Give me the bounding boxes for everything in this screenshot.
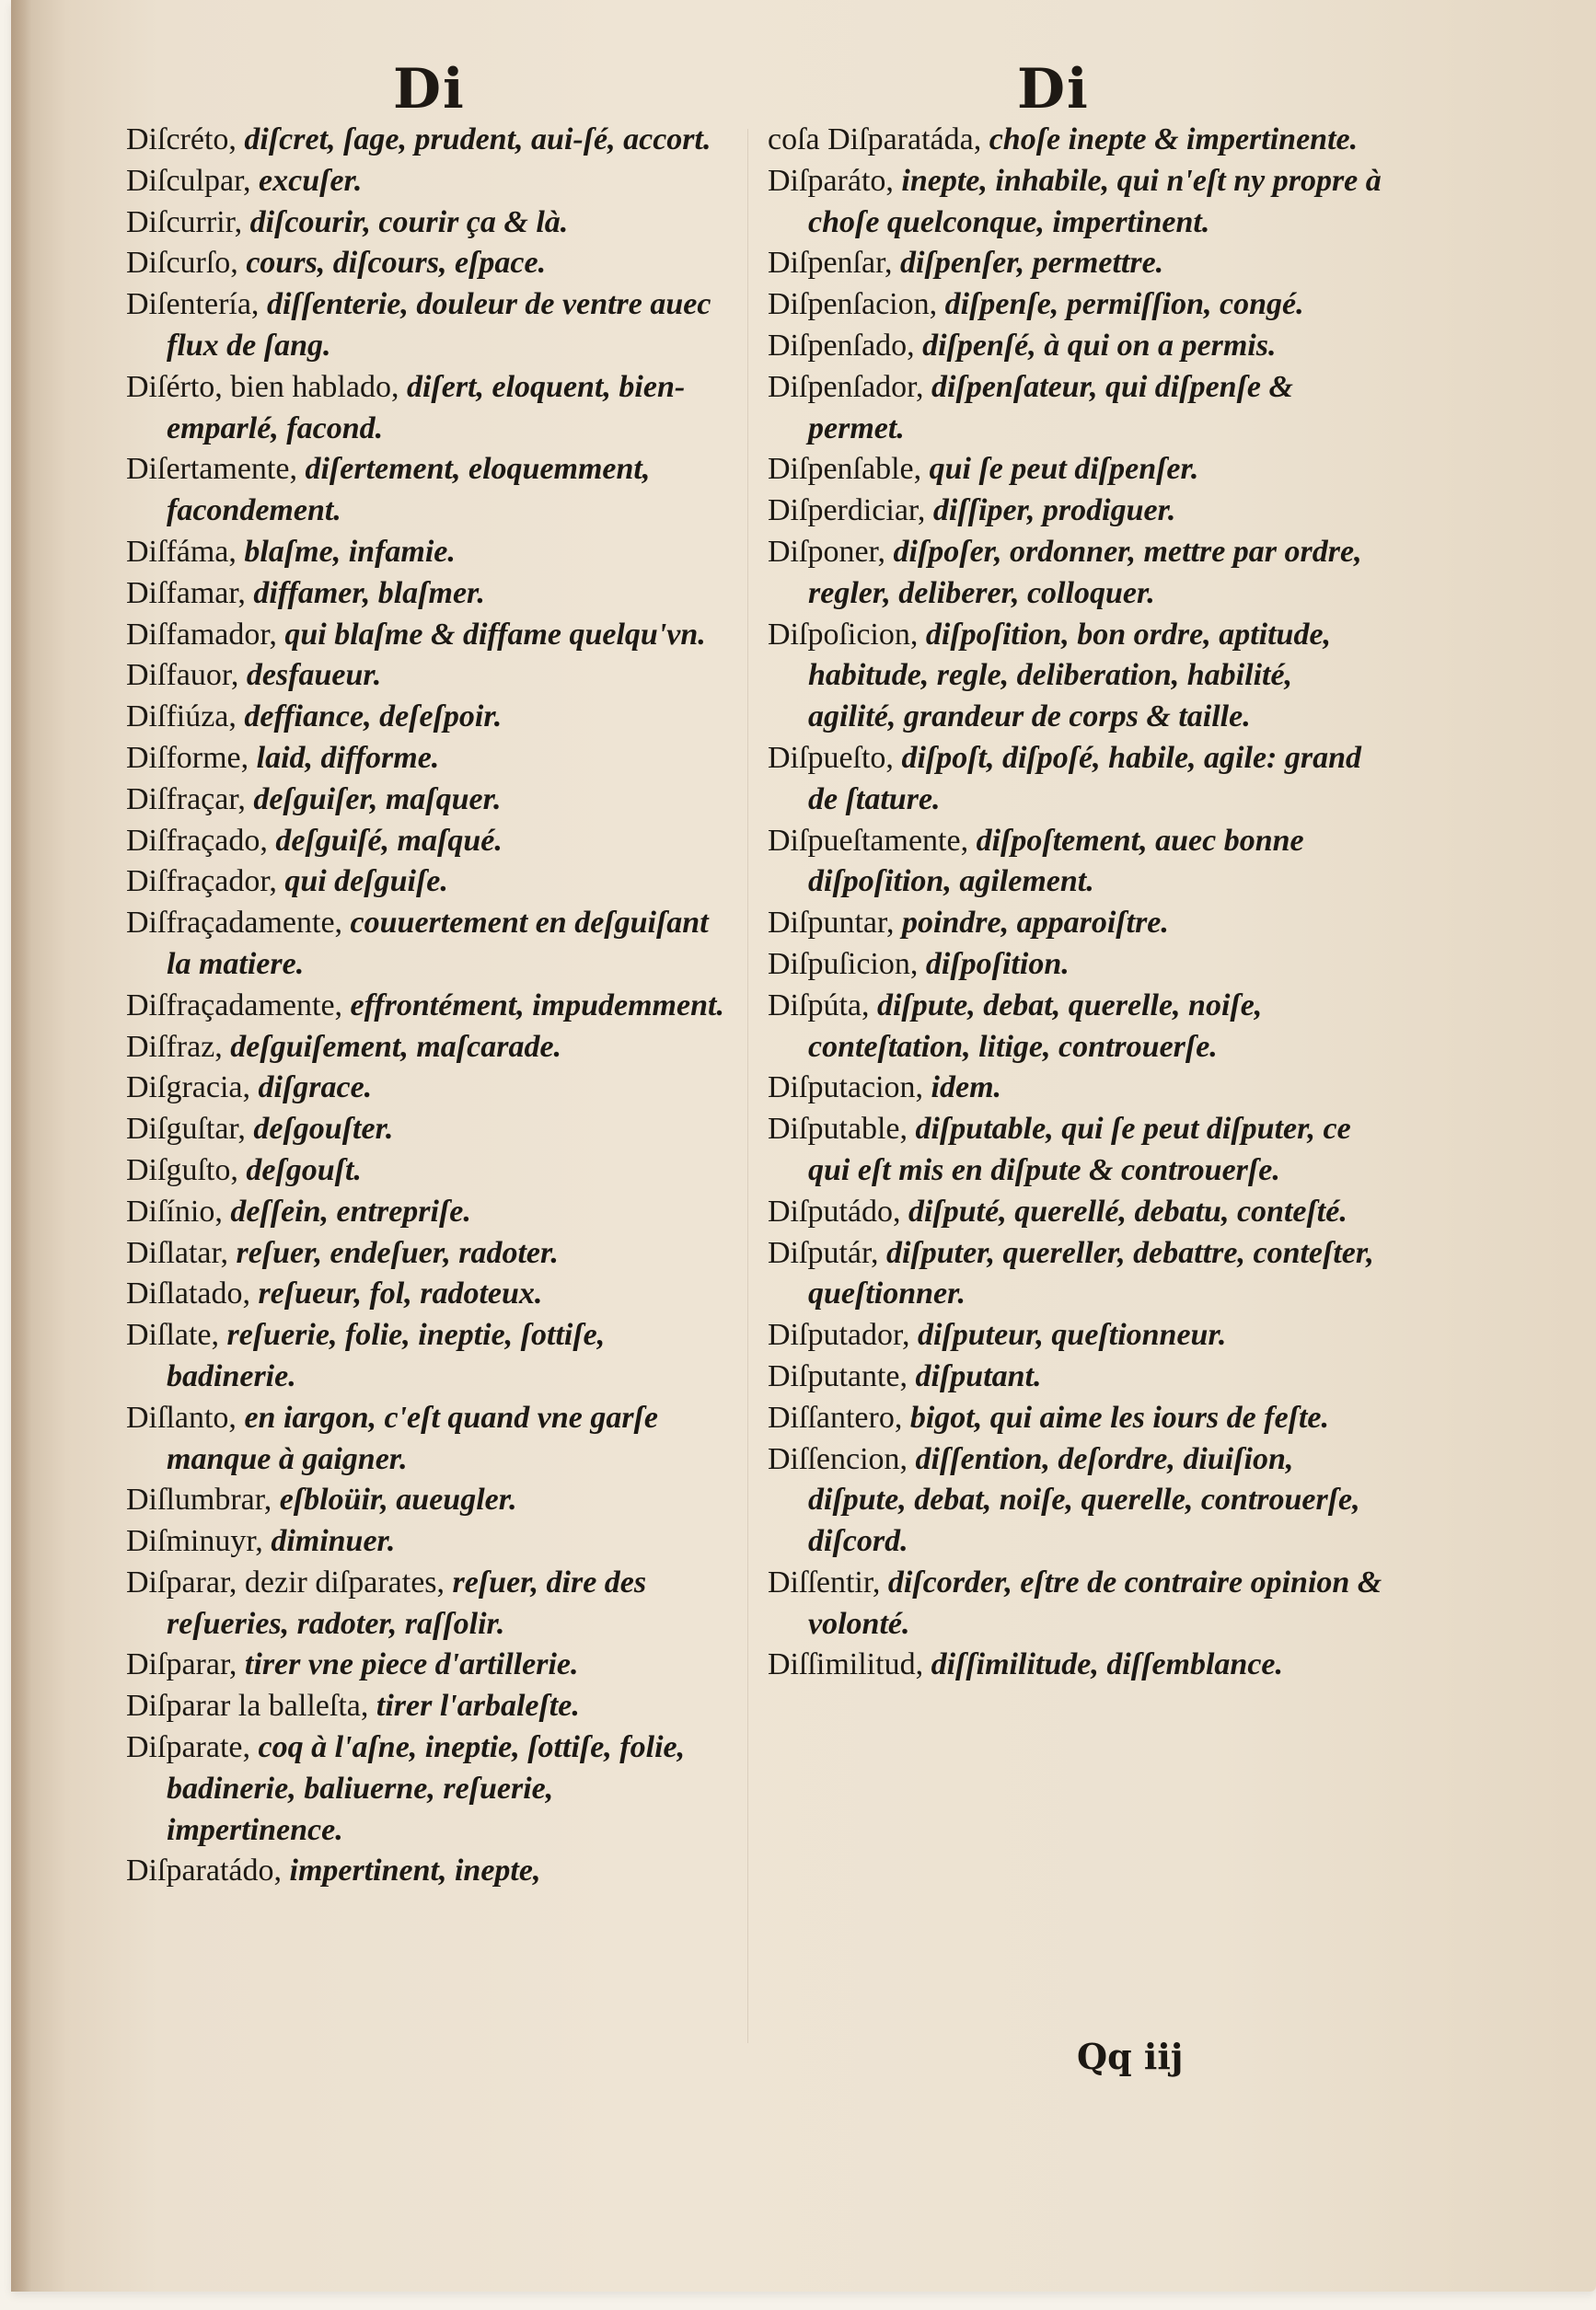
dictionary-entry [126, 1480, 734, 1521]
entry-definition: coq à l'aſne, ineptie, ſottiſe, folie, badinerie, baliuerne, reſuerie, impertinence. [167, 1730, 686, 1847]
dictionary-entry [126, 697, 734, 738]
entry-headword: Diſcurſo, [126, 246, 247, 281]
dictionary-entry [768, 1439, 1384, 1563]
entry-definition: diſcorder, eſtre de contraire opinion & volonté. [808, 1565, 1382, 1641]
entry-headword: Diſputante, [768, 1358, 916, 1393]
dictionary-entry [768, 821, 1384, 904]
entry-definition: couuertement en deſguiſant la matiere. [167, 906, 709, 981]
entry-headword: Diſfraçadamente, [126, 988, 351, 1022]
dictionary-entry [126, 1068, 734, 1109]
entry-definition: deffiance, deſeſpoir. [244, 699, 503, 734]
entry-definition: diſpenſer, permettre. [900, 246, 1164, 281]
dictionary-entry [768, 161, 1384, 244]
entry-definition: diſpoſition. [925, 946, 1070, 981]
dictionary-entry [126, 532, 734, 573]
entry-headword: Diſfamar, [126, 575, 254, 610]
entry-headword: Diſparar, [126, 1647, 245, 1682]
entry-headword: Diſfraçar, [126, 781, 254, 816]
dictionary-entry [768, 1109, 1384, 1192]
entry-definition: diſputé, querellé, debatu, conteſté. [908, 1194, 1347, 1229]
entry-definition: diſgrace. [258, 1070, 373, 1105]
entry-headword: Diſpenſado, [768, 328, 923, 363]
entry-definition: diſcret, ſage, prudent, aui-ſé, accort. [244, 122, 711, 156]
signature-mark: Qq iij [1077, 2036, 1184, 2077]
entry-definition: diſputant. [915, 1358, 1042, 1393]
dictionary-entry [126, 120, 734, 161]
entry-headword: Diſpueſto, [768, 740, 902, 775]
dictionary-entry [126, 161, 734, 202]
dictionary-entry [768, 1315, 1384, 1357]
dictionary-entry [126, 1150, 734, 1192]
entry-definition: impertinent, inepte, [289, 1854, 541, 1888]
dictionary-entry [126, 367, 734, 450]
entry-headword: Diſputádo, [768, 1194, 908, 1229]
entry-definition: reſuer, dire des reſueries, radoter, raſſolir. [167, 1565, 647, 1641]
dictionary-entry [126, 861, 734, 903]
entry-headword: Diſínio, [126, 1194, 231, 1229]
dictionary-entry [768, 243, 1384, 284]
entry-headword: Diſlatado, [126, 1276, 259, 1311]
dictionary-entry [126, 1851, 734, 1892]
right-column [768, 120, 1384, 1686]
column-gutter [747, 129, 748, 2043]
entry-headword: Diſparatádo, [126, 1854, 290, 1888]
dictionary-entry [126, 615, 734, 656]
entry-definition: diſpoſt, diſpoſé, habile, agile: grand de ſtature. [808, 740, 1361, 816]
entry-definition: effrontément, impudemment. [350, 988, 724, 1022]
entry-headword: Diſforme, [126, 740, 257, 775]
entry-definition: blaſme, infamie. [244, 534, 456, 569]
entry-definition: diſpoſtement, auec bonne diſpoſition, agilement. [808, 823, 1304, 899]
entry-definition: diſſiper, prodiguer. [932, 493, 1176, 528]
dictionary-entry [126, 1727, 734, 1851]
entry-headword: Diſfraz, [126, 1029, 231, 1064]
dictionary-entry [768, 1233, 1384, 1316]
dictionary-entry [126, 1027, 734, 1068]
dictionary-entry [768, 1068, 1384, 1109]
entry-headword: Diſfraçador, [126, 864, 285, 899]
entry-definition: reſuerie, folie, ineptie, ſottiſe, badinerie. [167, 1318, 606, 1393]
entry-headword: Diſguſto, [126, 1152, 247, 1187]
dictionary-entry [126, 243, 734, 284]
entry-headword: Diſpuſicion, [768, 946, 926, 981]
book-page [11, 0, 1596, 2292]
entry-definition: deſguiſer, maſquer. [253, 781, 502, 816]
entry-headword: Diſculpar, [126, 163, 260, 198]
dictionary-entry [768, 367, 1384, 450]
entry-headword: Diſminuyr, [126, 1524, 272, 1559]
entry-definition: eſbloüir, aueugler. [279, 1483, 517, 1518]
entry-headword: Diſparate, [126, 1730, 259, 1765]
entry-headword: Diſfáma, [126, 534, 245, 569]
entry-definition: diſpoſition, bon ordre, aptitude, habitude, regle, deliberation, habilité, agilité, grandeur de corps & taille. [808, 617, 1332, 734]
entry-headword: Diſcurrir, [126, 204, 250, 239]
entry-headword: Diſlumbrar, [126, 1483, 280, 1518]
dictionary-entry [126, 284, 734, 367]
entry-headword: Diſpenſar, [768, 246, 901, 281]
dictionary-entry [126, 655, 734, 697]
entry-definition: diſpenſe, permiſſion, congé. [944, 287, 1304, 322]
entry-definition: qui deſguiſe. [284, 864, 448, 899]
entry-definition: diminuer. [271, 1524, 396, 1559]
entry-definition: poindre, apparoiſtre. [901, 906, 1169, 941]
entry-headword: Diſputacion, [768, 1070, 931, 1105]
dictionary-entry [768, 449, 1384, 491]
entry-headword: Diſpenſacion, [768, 287, 945, 322]
entry-definition: inepte, inhabile, qui n'eſt ny propre à choſe quelconque, impertinent. [808, 163, 1382, 239]
entry-definition: diſſimilitude, diſſemblance. [931, 1647, 1284, 1682]
entry-headword: Diſſimilitud, [768, 1647, 931, 1682]
entry-definition: diſſention, deſordre, diuiſion, diſpute, debat, noiſe, querelle, controuerſe, diſcord. [808, 1441, 1360, 1559]
entry-definition: diſpute, debat, querelle, noiſe, conteſtation, litige, controuerſe. [808, 988, 1263, 1064]
entry-headword: Diſfamador, [126, 617, 285, 652]
entry-headword: coſa Diſparatáda, [768, 122, 989, 156]
entry-definition: diffamer, blaſmer. [253, 575, 485, 610]
entry-headword: Diſſantero, [768, 1400, 910, 1435]
dictionary-entry [768, 944, 1384, 986]
dictionary-entry [126, 738, 734, 780]
dictionary-entry [126, 821, 734, 862]
dictionary-entry [126, 573, 734, 615]
entry-definition: reſuer, endeſuer, radoter. [236, 1235, 559, 1270]
dictionary-entry [768, 532, 1384, 615]
dictionary-entry [768, 1563, 1384, 1646]
entry-headword: Diſparar la balleſta, [126, 1689, 376, 1724]
entry-headword: Diſputár, [768, 1235, 886, 1270]
entry-headword: Diſpueſtamente, [768, 823, 977, 858]
dictionary-entry [126, 1315, 734, 1398]
entry-definition: deſguiſement, maſcarade. [230, 1029, 562, 1064]
dictionary-entry [126, 1686, 734, 1727]
dictionary-entry [126, 1233, 734, 1275]
dictionary-entry [126, 1109, 734, 1150]
entry-headword: Diſparáto, [768, 163, 902, 198]
entry-headword: Diſfauor, [126, 658, 247, 693]
left-column [126, 120, 734, 1892]
dictionary-entry [768, 903, 1384, 944]
entry-definition: diſſenterie, douleur de ventre auec flux de ſang. [167, 287, 711, 363]
entry-headword: Diſcréto, [126, 122, 245, 156]
entry-definition: desfaueur. [246, 658, 382, 693]
dictionary-entry [126, 1645, 734, 1686]
entry-definition: qui blaſme & diffame quelqu'vn. [284, 617, 706, 652]
entry-definition: diſcourir, courir ça & là. [249, 204, 569, 239]
entry-definition: bigot, qui aime les iours de feſte. [909, 1400, 1330, 1435]
entry-headword: Diſpenſador, [768, 369, 932, 404]
entry-headword: Diſertamente, [126, 452, 306, 487]
entry-headword: Diſfraçadamente, [126, 906, 351, 941]
dictionary-entry [126, 1563, 734, 1646]
entry-headword: Diſguſtar, [126, 1112, 254, 1147]
entry-definition: tirer l'arbaleſte. [376, 1689, 580, 1724]
entry-definition: choſe inepte & impertinente. [989, 122, 1359, 156]
entry-headword: Diſérto, bien hablado, [126, 369, 407, 404]
entry-headword: Diſfiúza, [126, 699, 245, 734]
dictionary-entry [126, 202, 734, 244]
entry-definition: diſputer, quereller, debattre, conteſter, queſtionner. [808, 1235, 1374, 1311]
entry-headword: Diſpenſable, [768, 452, 930, 487]
entry-headword: Diſpúta, [768, 988, 877, 1022]
dictionary-entry [768, 738, 1384, 821]
dictionary-entry [768, 986, 1384, 1068]
entry-headword: Diſlate, [126, 1318, 227, 1353]
dictionary-entry [768, 120, 1384, 161]
entry-definition: diſertement, eloquemment, facondement. [167, 452, 651, 528]
entry-definition: laid, difforme. [256, 740, 440, 775]
entry-headword: Diſentería, [126, 287, 267, 322]
entry-headword: Diſlatar, [126, 1235, 237, 1270]
entry-definition: en iargon, c'eſt quand vne garſe manque à gaigner. [167, 1400, 658, 1476]
dictionary-entry [768, 284, 1384, 326]
entry-definition: reſueur, fol, radoteux. [258, 1276, 543, 1311]
entry-definition: qui ſe peut diſpenſer. [929, 452, 1199, 487]
entry-headword: Diſlanto, [126, 1400, 245, 1435]
entry-definition: diſpenſé, à qui on a permis. [922, 328, 1277, 363]
dictionary-entry [126, 1192, 734, 1233]
dictionary-entry [126, 986, 734, 1027]
dictionary-entry [768, 1357, 1384, 1398]
entry-headword: Diſputador, [768, 1318, 918, 1353]
dictionary-entry [126, 780, 734, 821]
entry-definition: idem. [931, 1070, 1002, 1105]
entry-definition: excuſer. [259, 163, 363, 198]
dictionary-entry [768, 491, 1384, 532]
dictionary-entry [126, 903, 734, 986]
entry-headword: Diſparar, dezir diſparates, [126, 1565, 453, 1600]
dictionary-entry [126, 449, 734, 532]
entry-headword: Diſfraçado, [126, 823, 276, 858]
entry-definition: diſputeur, queſtionneur. [917, 1318, 1227, 1353]
dictionary-entry [126, 1521, 734, 1563]
dictionary-entry [768, 615, 1384, 738]
entry-definition: diſert, eloquent, bien-emparlé, facond. [167, 369, 686, 445]
entry-headword: Diſpoſicion, [768, 617, 926, 652]
entry-definition: cours, diſcours, eſpace. [246, 246, 547, 281]
entry-definition: deſſein, entrepriſe. [230, 1194, 471, 1229]
entry-headword: Diſperdiciar, [768, 493, 933, 528]
entry-definition: diſputable, qui ſe peut diſputer, ce qui eſt mis en diſpute & controuerſe. [808, 1112, 1351, 1187]
entry-headword: Diſgracia, [126, 1070, 259, 1105]
entry-headword: Diſſentir, [768, 1565, 888, 1600]
entry-definition: deſgouſt. [246, 1152, 362, 1187]
entry-headword: Diſponer, [768, 534, 894, 569]
dictionary-entry [768, 1398, 1384, 1439]
dictionary-entry [768, 326, 1384, 367]
entry-definition: tirer vne piece d'artillerie. [244, 1647, 579, 1682]
entry-headword: Diſputable, [768, 1112, 916, 1147]
entry-headword: Diſpuntar, [768, 906, 902, 941]
dictionary-entry [126, 1274, 734, 1315]
entry-definition: diſpenſateur, qui diſpenſe & permet. [808, 369, 1293, 445]
dictionary-entry [768, 1645, 1384, 1686]
dictionary-entry [126, 1398, 734, 1481]
entry-headword: Diſſencion, [768, 1441, 916, 1476]
running-head-right: Di [1017, 57, 1090, 121]
entry-definition: deſguiſé, maſqué. [275, 823, 503, 858]
entry-definition: diſpoſer, ordonner, mettre par ordre, regler, deliberer, colloquer. [808, 534, 1362, 610]
running-head-left: Di [393, 57, 466, 121]
dictionary-entry [768, 1192, 1384, 1233]
entry-definition: deſgouſter. [253, 1112, 394, 1147]
